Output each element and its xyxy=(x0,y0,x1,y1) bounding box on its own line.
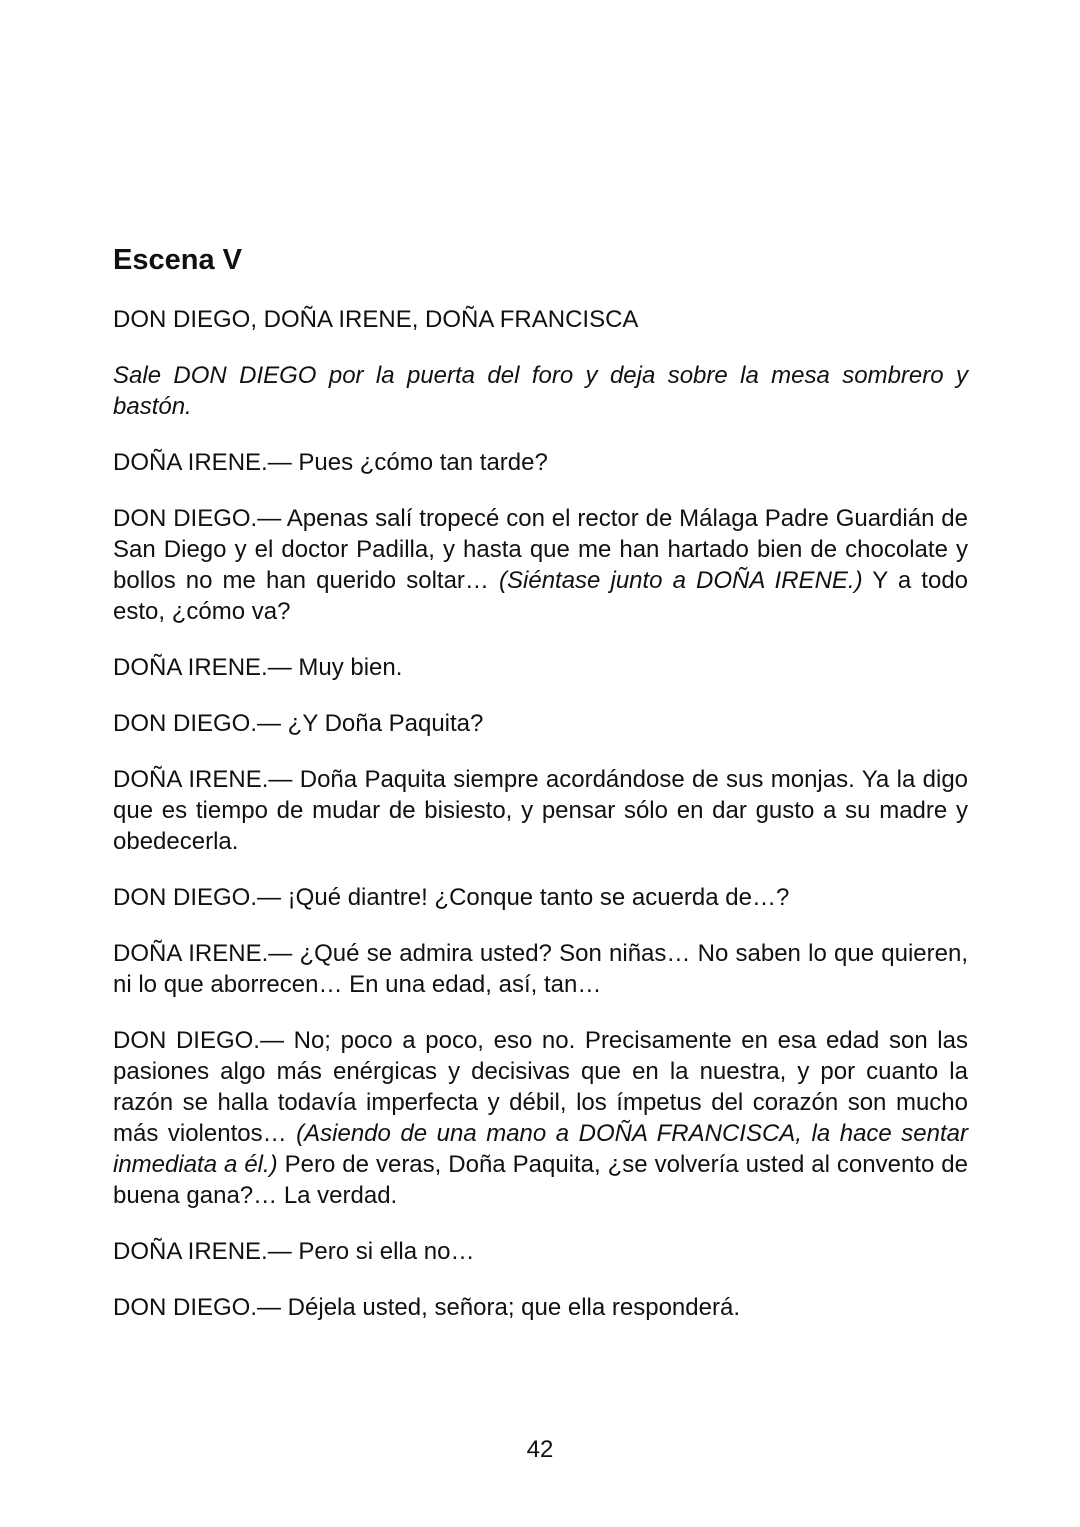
speaker-name: DOÑA IRENE.— xyxy=(113,766,293,793)
scene-cast: DON DIEGO, DOÑA IRENE, DOÑA FRANCISCA xyxy=(113,306,639,333)
speech-text: Déjela usted, señora; que ella responderá. xyxy=(281,1294,740,1321)
speech-text: Doña Paquita siempre acordándose de sus monjas. Ya la digo que es tiempo de mudar de bisiesto, y pensar sólo en dar gusto a su madre y obedecerla. xyxy=(113,766,969,855)
speech-text: Y a todo esto, ¿cómo va? xyxy=(113,567,969,625)
dialogue-line xyxy=(113,882,968,913)
dialogue-line xyxy=(113,447,968,478)
dialogue-line xyxy=(113,938,968,1000)
scene-title: Escena V xyxy=(113,244,242,276)
speaker-name: DON DIEGO.— xyxy=(113,710,282,737)
speaker-name: DOÑA IRENE.— xyxy=(113,654,292,681)
page-number: 42 xyxy=(526,1436,554,1463)
dialogue-line xyxy=(113,503,968,627)
speech-text: ¿Qué se admira usted? Son niñas… No saben lo que quieren, ni lo que aborrecen… En una edad, así, tan… xyxy=(113,940,968,998)
speaker-name: DON DIEGO.— xyxy=(113,884,282,911)
speech-text: ¡Qué diantre! ¿Conque tanto se acuerda de…? xyxy=(281,884,790,911)
speech-text: Pues ¿cómo tan tarde? xyxy=(291,449,548,476)
speech-text: Pero si ella no… xyxy=(291,1238,475,1265)
dialogue-line xyxy=(113,708,968,739)
speaker-name: DOÑA IRENE.— xyxy=(113,940,293,967)
dialogue-line xyxy=(113,1236,968,1267)
speech-text: Pero de veras, Doña Paquita, ¿se volvería usted al convento de buena gana?… La verdad. xyxy=(113,1151,968,1209)
dialogue-line xyxy=(113,1025,968,1211)
speaker-name: DOÑA IRENE.— xyxy=(113,1238,292,1265)
dialogue-list xyxy=(113,447,968,1323)
document-page xyxy=(113,238,968,1348)
speaker-name: DOÑA IRENE.— xyxy=(113,449,292,476)
speech-text: ¿Y Doña Paquita? xyxy=(281,710,484,737)
dialogue-line xyxy=(113,1292,968,1323)
dialogue-line xyxy=(113,764,968,857)
stage-direction: Sale DON DIEGO por la puerta del foro y deja sobre la mesa sombrero y bastón. xyxy=(113,362,968,420)
speaker-name: DON DIEGO.— xyxy=(113,505,282,532)
speech-text: No; poco a poco, eso no. Precisamente en esa edad son las pasiones algo más enérgicas y decisivas que en la nuestra, y por cuanto la razón se halla todavía imperfecta y débil, los ímpetus del corazón son mucho más violentos… xyxy=(113,1027,968,1147)
speech-text: Muy bien. xyxy=(291,654,403,681)
stage-direction-inline: (Asiendo de una mano a DOÑA FRANCISCA, la hace sentar inmediata a él.) xyxy=(113,1120,969,1178)
speaker-name: DON DIEGO.— xyxy=(113,1027,284,1054)
speech-text: Apenas salí tropecé con el rector de Málaga Padre Guardián de San Diego y el doctor Padilla, y hasta que me han hartado bien de chocolate y bollos no me han querido soltar… xyxy=(113,505,969,594)
stage-direction-inline: (Siéntase junto a DOÑA IRENE.) xyxy=(499,567,863,594)
speaker-name: DON DIEGO.— xyxy=(113,1294,282,1321)
dialogue-line xyxy=(113,652,968,683)
